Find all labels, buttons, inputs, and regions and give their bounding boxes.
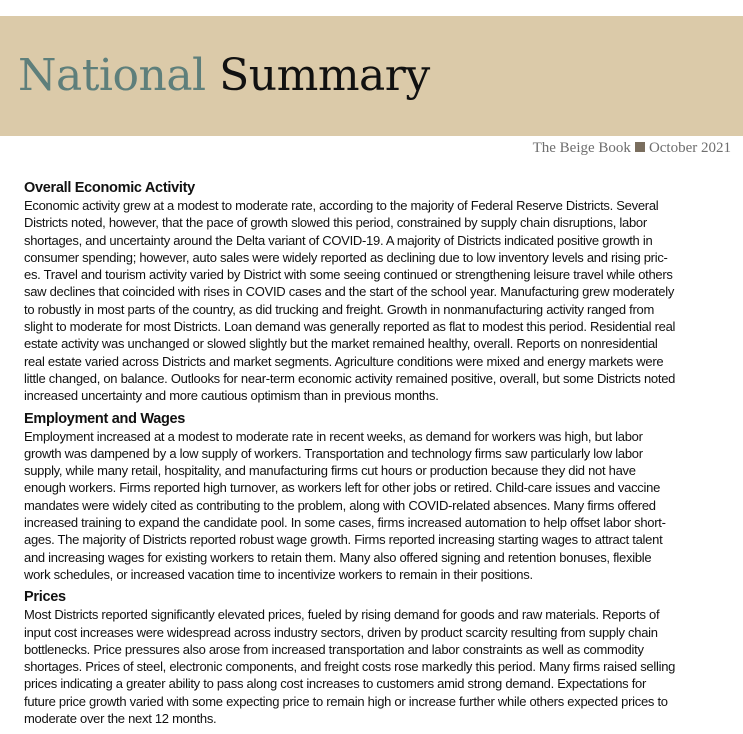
publication-line <box>533 140 731 157</box>
paragraph-line: bottlenecks. Price pressures also arose from increased transportation and labor constraints as well as commodity <box>24 641 644 657</box>
paragraph-line: saw declines that coincided with rises in COVID cases and the start of the school year. Manufacturing grew moderately <box>24 284 675 300</box>
paragraph-line: input cost increases were widespread across industry sectors, driven by product scarcity resulting from supply chain <box>24 624 658 640</box>
section-heading: Prices <box>24 589 66 606</box>
paragraph-line: mandates were widely cited as contributing to the problem, along with COVID-related absences. Many firms offered <box>24 497 656 513</box>
paragraph-line: Districts noted, however, that the pace of growth slowed this period, constrained by supply chain disruptions, labor <box>24 215 647 231</box>
paragraph-line: shortages. Prices of steel, electronic components, and freight costs rose markedly this period. Many firms raised selling <box>24 659 676 675</box>
paragraph-line: shortages, and uncertainty around the Delta variant of COVID-19. A majority of Districts indicated positive growth in <box>24 232 653 248</box>
paragraph-line: work schedules, or increased vacation time to incentivize workers to remain in their positions. <box>24 566 533 582</box>
paragraph-line: ages. The majority of Districts reported robust wage growth. Firms reported increasing starting wages to attract talent <box>24 532 663 548</box>
section-heading: Overall Economic Activity <box>24 180 195 196</box>
paragraph-line: real estate varied across Districts and market segments. Agriculture conditions were mixed and energy markets were <box>24 353 664 369</box>
paragraph-line: enough workers. Firms reported high turnover, as workers left for other jobs or retired. Child-care issues and vaccine <box>24 480 661 496</box>
document-body <box>24 179 734 732</box>
page-title <box>18 50 430 102</box>
paragraph-line: to robustly in most parts of the country, as did trucking and freight. Growth in nonmanufacturing activity ranged from <box>24 301 655 317</box>
paragraph-line: little changed, on balance. Outlooks for near-term economic activity remained positive, overall, but some Districts noted <box>24 370 676 386</box>
section <box>24 179 734 405</box>
paragraph-line: Employment increased at a modest to moderate rate in recent weeks, as demand for workers was high, but labor <box>24 428 643 444</box>
publication-name: The Beige Book <box>532 140 631 156</box>
paragraph-line: growth was dampened by a low supply of workers. Transportation and technology firms saw particularly low labor <box>24 445 643 461</box>
section-heading: Employment and Wages <box>24 410 186 427</box>
publication-date: October 2021 <box>648 140 731 156</box>
section <box>24 410 734 584</box>
paragraph-line: prices indicating a greater ability to pass along cost increases to customers amid strong demand. Expectations for <box>24 676 647 692</box>
paragraph-line: moderate over the next 12 months. <box>24 711 217 727</box>
paragraph-line: increased training to expand the candidate pool. In some cases, firms increased automation to help offset labor short- <box>24 515 666 531</box>
paragraph-line: supply, while many retail, hospitality, and manufacturing firms cut hours or production because they did not have <box>24 463 636 479</box>
paragraph-line: and increasing wages for existing workers to retain them. Many also offered signing and retention bonuses, flexible <box>24 549 652 565</box>
title-summary: Summary <box>219 50 430 101</box>
paragraph-line: estate activity was unchanged or slowed slightly but the market remained healthy, overall. Reports on nonresidential <box>24 336 658 352</box>
square-separator-icon <box>635 142 645 152</box>
paragraph-line: slight to moderate for most Districts. Loan demand was generally reported as flat to modest this period. Residential real <box>24 319 676 335</box>
paragraph-line: increased uncertainty and more cautious optimism than in previous months. <box>24 388 439 404</box>
title-national: National <box>18 50 206 101</box>
paragraph-line: future price growth varied with some expecting price to remain high or increase further while others expected prices to <box>24 693 668 709</box>
paragraph-line: Economic activity grew at a modest to moderate rate, according to the majority of Federal Reserve Districts. Several <box>24 198 659 213</box>
section <box>24 588 734 727</box>
paragraph-line: Most Districts reported significantly elevated prices, fueled by rising demand for goods and raw materials. Reports of <box>24 607 660 623</box>
paragraph-line: consumer spending; however, auto sales were widely reported as declining due to low inventory levels and rising pric- <box>24 249 668 265</box>
paragraph-line: es. Travel and tourism activity varied by District with some seeing continued or strengthening leisure travel while others <box>24 267 673 283</box>
